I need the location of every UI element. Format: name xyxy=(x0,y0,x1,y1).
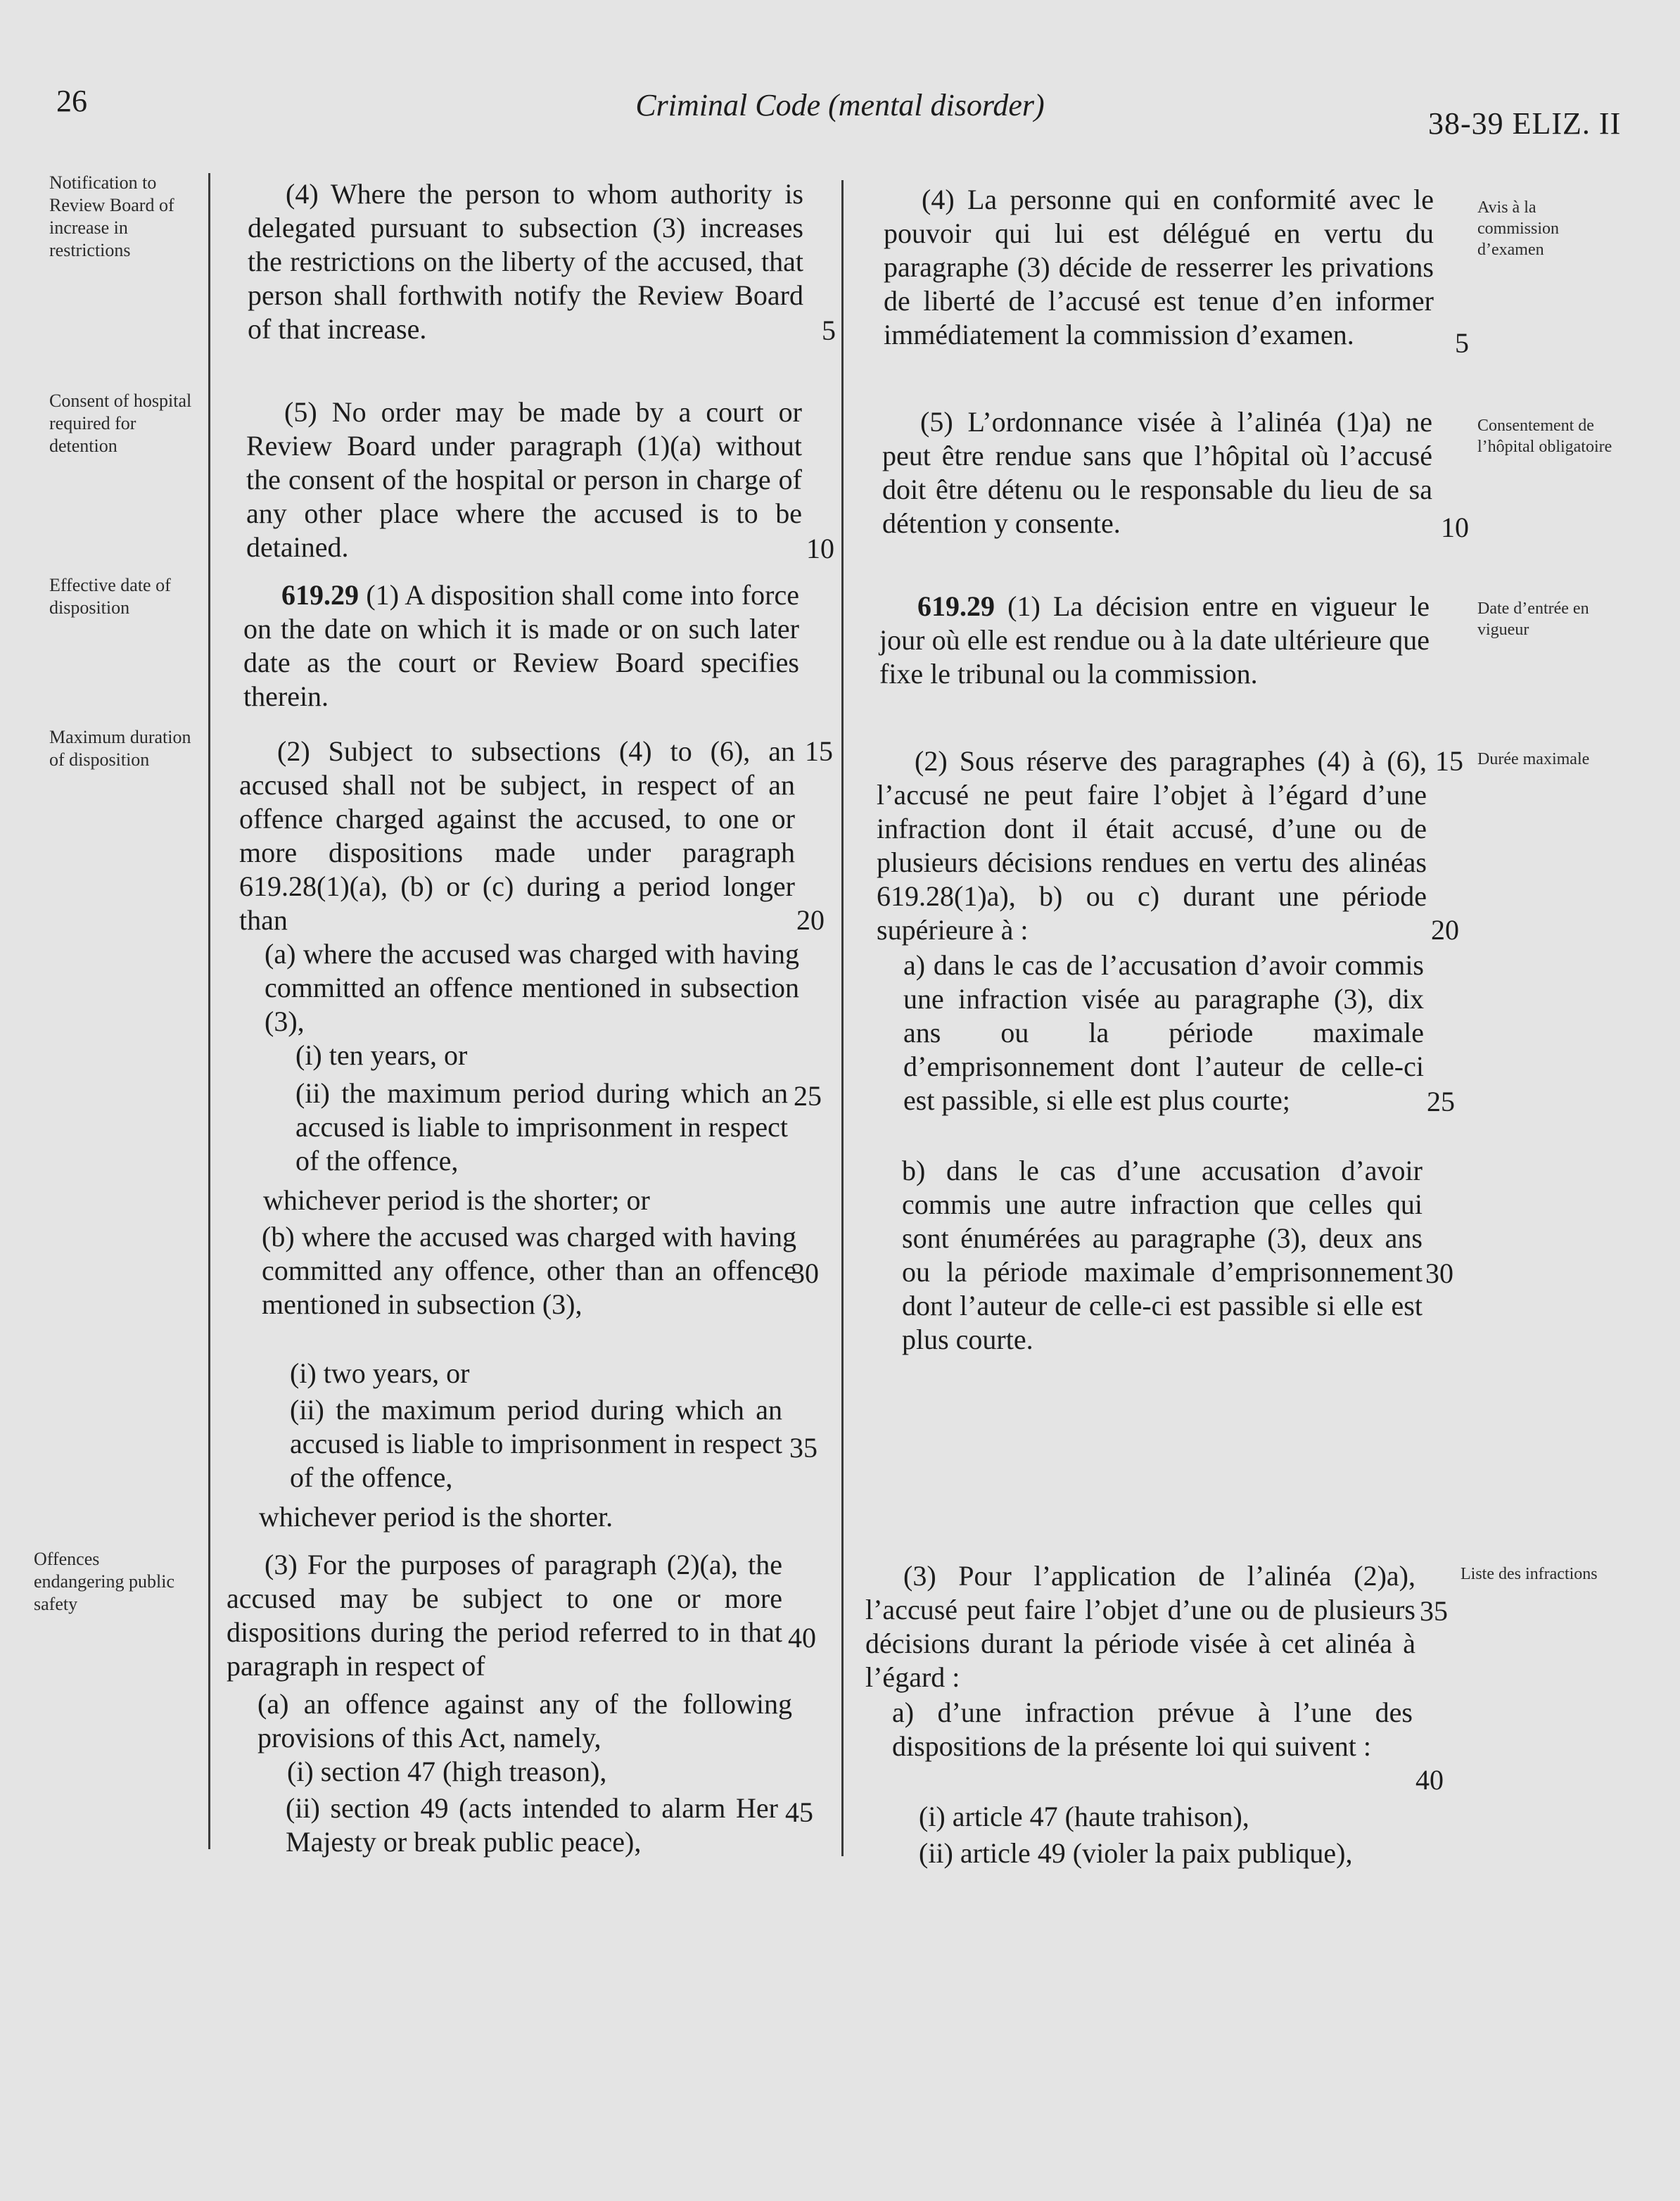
en-paragraph-3a: (a) an offence against any of the following provisions of this Act, namely, xyxy=(257,1688,792,1753)
line-number: 35 xyxy=(1420,1595,1448,1627)
line-number: 40 xyxy=(1415,1764,1444,1796)
margin-note-fr-consentement: Consentement de l’hôpital obligatoire xyxy=(1477,417,1612,456)
margin-note-en-notification: Notification to Review Board of increase in restrictions xyxy=(49,172,174,260)
center-column-rule xyxy=(841,180,844,1856)
line-number: 40 xyxy=(788,1622,816,1654)
line-number: 20 xyxy=(1431,914,1459,946)
en-section-619-29-1: 619.29 (1) A disposition shall come into force on the date on which it is made or on such later date as the court or Review Board specifies therein. xyxy=(243,579,800,712)
margin-note-fr-avis: Avis à la commission d’examen xyxy=(1477,198,1560,259)
en-paragraph-2a: (a) where the accused was charged with having committed an offence mentioned in subsection (3), xyxy=(265,938,799,1037)
section-number: 619.29 xyxy=(281,579,359,611)
section-number: 619.29 xyxy=(917,590,995,622)
fr-paragraph-2b: b) dans le cas d’une accusation d’avoir commis une autre infraction que celles qui sont énumérées au paragraphe (3), deux ans ou la période maximale d’emprisonnement dont l’auteur de celle-ci est passible si elle est plus courte. xyxy=(902,1155,1423,1355)
en-paragraph-2a-end: whichever period is the shorter; or xyxy=(263,1184,650,1216)
line-number: 5 xyxy=(1455,327,1469,359)
line-number: 35 xyxy=(789,1432,817,1464)
line-number: 25 xyxy=(794,1080,822,1112)
en-paragraph-2b-end: whichever period is the shorter. xyxy=(259,1501,613,1533)
en-subparagraph-2b-ii: (ii) the maximum period during which an accused is liable to imprisonment in respect of the offence, xyxy=(290,1394,782,1493)
running-title: Criminal Code (mental disorder) xyxy=(635,88,1045,122)
margin-note-en-effective-date: Effective date of disposition xyxy=(49,575,171,618)
page-number: 26 xyxy=(56,84,87,118)
en-subparagraph-2b-i: (i) two years, or xyxy=(290,1357,470,1389)
fr-subsection-5: (5) L’ordonnance visée à l’alinéa (1)a) ne peut être rendue sans que l’hôpital où l’accusé doit être détenu ou le responsable du lieu de sa détention y consente. xyxy=(882,406,1432,539)
margin-note-en-maximum-duration: Maximum duration of disposition xyxy=(49,727,191,770)
fr-section-619-29-1: 619.29 (1) La décision entre en vigueur le jour où elle est rendue ou à la date ultérieure que fixe le tribunal ou la commission. xyxy=(879,590,1430,690)
left-column-rule xyxy=(208,173,210,1849)
en-subparagraph-2a-i: (i) ten years, or xyxy=(295,1039,468,1071)
line-number: 15 xyxy=(805,735,833,767)
line-number: 30 xyxy=(791,1257,819,1289)
line-number: 10 xyxy=(1441,512,1469,543)
margin-note-en-consent: Consent of hospital required for detention xyxy=(49,391,192,456)
en-subparagraph-3a-ii: (ii) section 49 (acts intended to alarm Her Majesty or break public peace), xyxy=(286,1792,778,1858)
en-subsection-4: (4) Where the person to whom authority is delegated pursuant to subsection (3) increases the restrictions on the liberty of the accused, that person shall forthwith notify the Review Board of that increase. xyxy=(248,178,803,345)
line-number: 30 xyxy=(1425,1257,1453,1289)
margin-note-fr-date-entree: Date d’entrée en vigueur xyxy=(1477,600,1589,639)
margin-note-en-offences-public-safety: Offences endangering public safety xyxy=(34,1549,174,1614)
en-subsection-3: (3) For the purposes of paragraph (2)(a), the accused may be subject to one or more dispositions during the period referred to in that paragraph in respect of xyxy=(227,1549,782,1682)
en-subsection-2: (2) Subject to subsections (4) to (6), an accused shall not be subject, in respect of an offence charged against the accused, to one or more dispositions made under paragraph 619.28(1)(a), (b) or (c) during a period longer than xyxy=(239,735,795,936)
fr-subsection-2: (2) Sous réserve des paragraphes (4) à (6), l’accusé ne peut faire l’objet à l’égard d’une infraction dont il était accusé, d’une ou de plusieurs décisions rendues en vertu des alinéas 619.28(1)a), b) ou c) durant une période supérieure à : xyxy=(877,745,1427,946)
line-number: 25 xyxy=(1427,1086,1455,1117)
fr-subsection-4: (4) La personne qui en conformité avec le pouvoir qui lui est délégué en vertu du paragraphe (3) décide de resserrer les privations de liberté de l’accusé est tenue d’en informer immédiatement la commission d’examen. xyxy=(884,184,1434,350)
fr-subparagraph-3a-i: (i) article 47 (haute trahison), xyxy=(919,1801,1249,1832)
margin-note-fr-duree-maximale: Durée maximale xyxy=(1477,750,1590,768)
fr-paragraph-2a: a) dans le cas de l’accusation d’avoir commis une infraction visée au paragraphe (3), dix ans ou la période maximale d’emprisonnement dont l’auteur de celle-ci est passible, si elle est plus courte; xyxy=(903,949,1424,1116)
en-subparagraph-3a-i: (i) section 47 (high treason), xyxy=(287,1756,607,1787)
en-subsection-5: (5) No order may be made by a court or Review Board under paragraph (1)(a) without the consent of the hospital or person in charge of any other place where the accused is to be detained. xyxy=(246,396,802,563)
line-number: 20 xyxy=(796,904,825,936)
fr-subsection-3: (3) Pour l’application de l’alinéa (2)a), l’accusé peut faire l’objet d’une ou de plusieurs décisions durant la période visée à cet alinéa à l’égard : xyxy=(865,1560,1415,1693)
margin-note-fr-liste-infractions: Liste des infractions xyxy=(1461,1565,1598,1583)
en-paragraph-2b: (b) where the accused was charged with having committed any offence, other than an offence mentioned in subsection (3), xyxy=(262,1221,796,1320)
line-number: 15 xyxy=(1435,745,1463,777)
line-number: 10 xyxy=(806,533,834,564)
en-subparagraph-2a-ii: (ii) the maximum period during which an accused is liable to imprisonment in respect of the offence, xyxy=(295,1077,788,1176)
line-number: 5 xyxy=(822,315,836,346)
fr-paragraph-3a: a) d’une infraction prévue à l’une des dispositions de la présente loi qui suivent : xyxy=(892,1696,1413,1762)
regnal-year: 38-39 ELIZ. II xyxy=(1428,106,1622,141)
fr-subparagraph-3a-ii: (ii) article 49 (violer la paix publique), xyxy=(919,1837,1353,1869)
line-number: 45 xyxy=(785,1796,813,1828)
